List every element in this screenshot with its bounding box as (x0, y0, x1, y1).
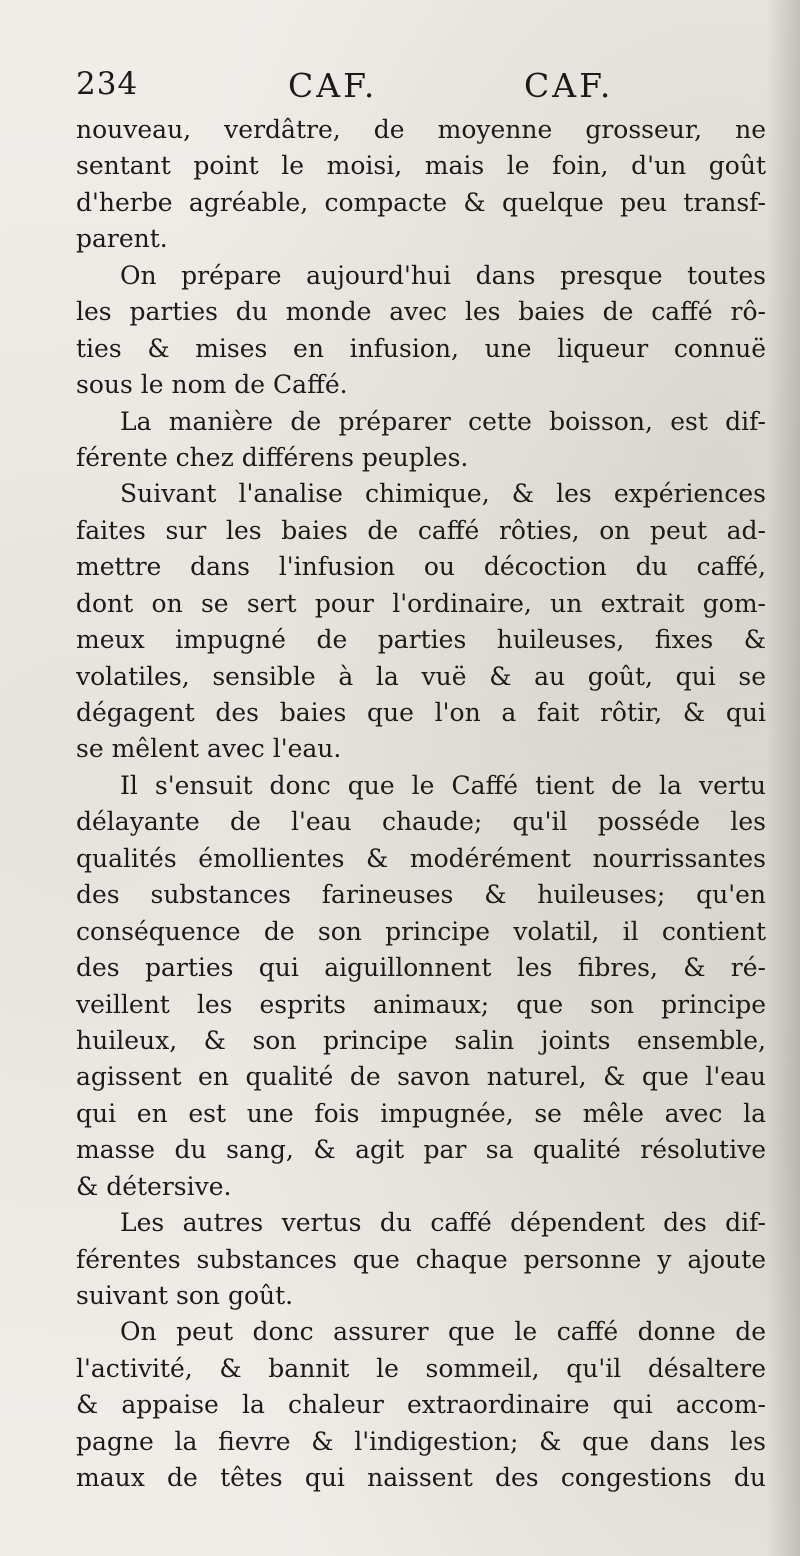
text-line: qui en est une fois impugnée, se mêle avec la (76, 1098, 766, 1128)
text-line: nouveau, verdâtre, de moyenne grosseur, ne (76, 115, 766, 144)
text-line: suivant son goût. (76, 1281, 294, 1310)
text-line: qualités émollientes & modérément nourrissantes (76, 843, 766, 873)
text-line: mettre dans l'infusion ou décoction du caffé, (76, 552, 766, 582)
text-line: Les autres vertus du caffé dépendent des dif- (120, 1208, 766, 1238)
text-line: On peut donc assurer que le caffé donne de (120, 1317, 766, 1347)
text-line: huileux, & son principe salin joints ensemble, (76, 1025, 766, 1055)
text-line: & détersive. (76, 1171, 232, 1201)
text-line: des parties qui aiguillonnent les fibres, & ré- (76, 953, 766, 983)
page-header (76, 66, 696, 110)
text-line: dont on se sert pour l'ordinaire, un extrait gom- (76, 588, 766, 618)
text-line: meux impugné de parties huileuses, fixes & (76, 625, 766, 655)
text-line: pagne la fievre & l'indigestion; & que dans les (76, 1426, 766, 1456)
text-line: sous le nom de Caffé. (76, 370, 348, 400)
text-line: masse du sang, & agit par sa qualité résolutive (76, 1135, 766, 1165)
text-line: férente chez différens peuples. (76, 442, 469, 472)
text-line: délayante de l'eau chaude; qu'il posséde les (76, 807, 766, 837)
text-line: dégagent des baies que l'on a fait rôtir, & qui (76, 698, 766, 727)
text-line: volatiles, sensible à la vuë & au goût, qui se (76, 661, 766, 691)
running-head-left: CAF. (288, 66, 378, 105)
text-line: ties & mises en infusion, une liqueur connuë (76, 333, 766, 363)
page-gutter-shadow (766, 0, 800, 1556)
running-head-right: CAF. (524, 66, 614, 105)
text-line: Suivant l'analise chimique, & les expériences (120, 479, 766, 509)
text-line: les parties du monde avec les baies de caffé rô- (76, 297, 766, 327)
page-number: 234 (76, 66, 139, 102)
text-line: On prépare aujourd'hui dans presque toutes (120, 260, 766, 290)
text-line: sentant point le moisi, mais le foin, d'un goût (76, 151, 766, 181)
text-line: agissent en qualité de savon naturel, & que l'eau (76, 1062, 766, 1092)
text-line: maux de têtes qui naissent des congestions du (76, 1463, 766, 1493)
text-line: d'herbe agréable, compacte & quelque peu transf- (76, 187, 766, 217)
text-line: parent. (76, 224, 168, 254)
text-line: Il s'ensuit donc que le Caffé tient de la vertu (120, 770, 766, 800)
text-line: férentes substances que chaque personne y ajoute (76, 1244, 766, 1274)
body-text (76, 112, 766, 1497)
text-line: conséquence de son principe volatil, il contient (76, 916, 766, 946)
text-line: faites sur les baies de caffé rôties, on peut ad- (76, 515, 766, 545)
text-line: des substances farineuses & huileuses; qu'en (76, 880, 766, 910)
text-line: veillent les esprits animaux; que son principe (76, 989, 766, 1019)
text-line: & appaise la chaleur extraordinaire qui accom- (76, 1390, 766, 1420)
text-line: l'activité, & bannit le sommeil, qu'il désaltere (76, 1353, 766, 1383)
text-line: La manière de préparer cette boisson, est dif- (120, 406, 766, 436)
text-line: se mêlent avec l'eau. (76, 734, 342, 764)
